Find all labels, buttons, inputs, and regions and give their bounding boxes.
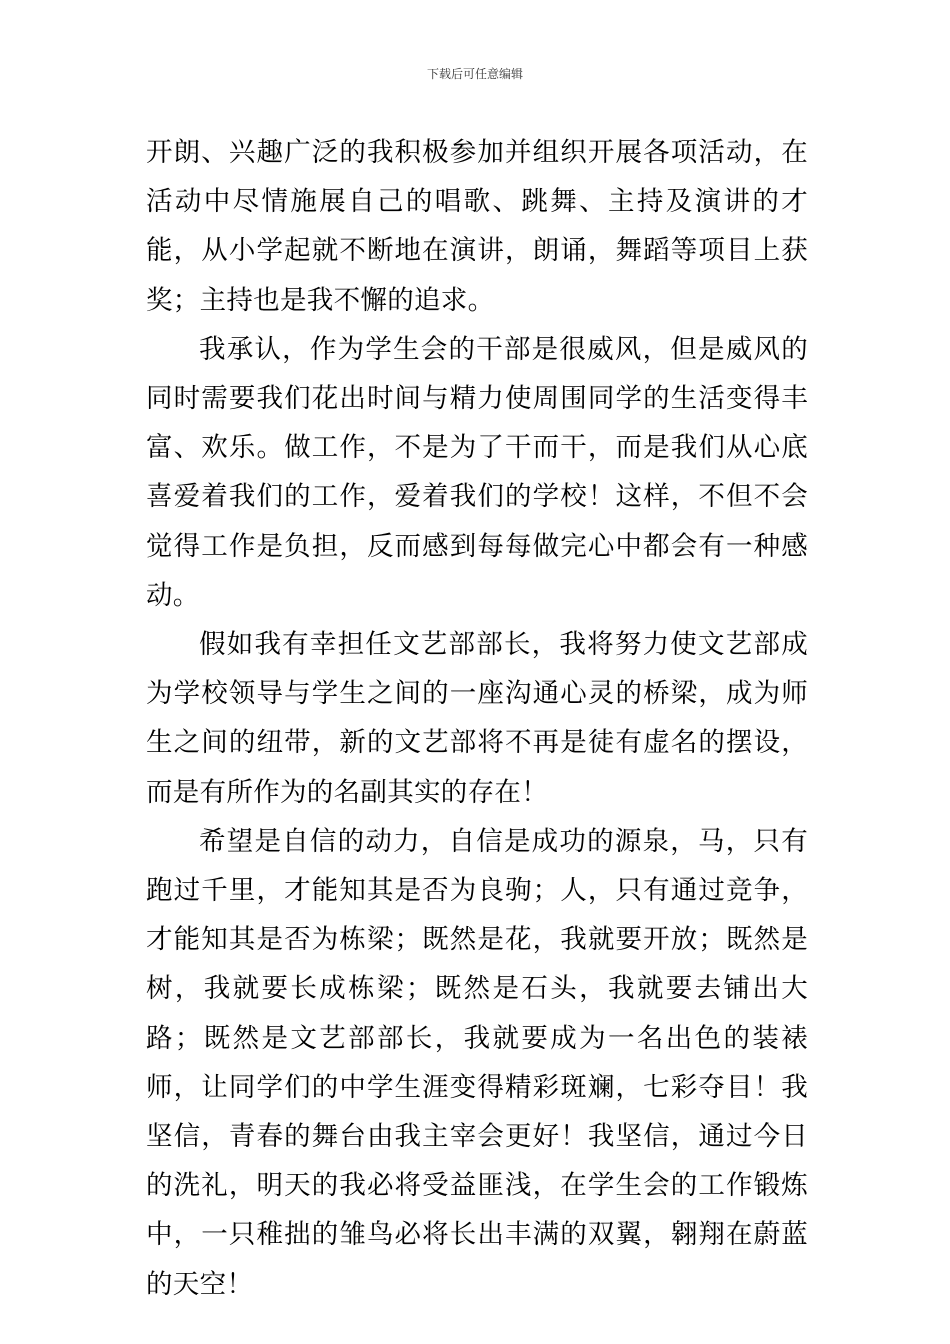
paragraph-4: 希望是自信的动力，自信是成功的源泉，马，只有跑过千里，才能知其是否为良驹；人，只有通过竞争，才能知其是否为栋梁；既然是花，我就要开放；既然是树，我就要长成栋梁；既然是石头，我就要去铺出大路；既然是文艺部部长，我就要成为一名出色的装裱师，让同学们的中学生涯变得精彩斑斓，七彩夺目！我坚信，青春的舞台由我主宰会更好！我坚信，通过今日的洗礼，明天的我必将受益匪浅，在学生会的工作锻炼中，一只稚拙的雏鸟必将长出丰满的双翼，翱翔在蔚蓝的天空！ xyxy=(146,825,808,1300)
paragraph-3: 假如我有幸担任文艺部部长，我将努力使文艺部成为学校领导与学生之间的一座沟通心灵的桥梁，成为师生之间的纽带，新的文艺部将不再是徒有虚名的摆设，而是有所作为的名副其实的存在！ xyxy=(146,629,808,808)
paragraph-1: 开朗、兴趣广泛的我积极参加并组织开展各项活动，在活动中尽情施展自己的唱歌、跳舞、主持及演讲的才能，从小学起就不断地在演讲，朗诵，舞蹈等项目上获奖；主持也是我不懈的追求。 xyxy=(146,137,808,316)
page-header-note: 下载后可任意编辑 xyxy=(426,67,523,81)
paragraph-2: 我承认，作为学生会的干部是很威风，但是威风的同时需要我们花出时间与精力使周围同学的生活变得丰富、欢乐。做工作，不是为了干而干，而是我们从心底喜爱着我们的工作，爱着我们的学校！这样，不但不会觉得工作是负担，反而感到每每做完心中都会有一种感动。 xyxy=(146,333,808,611)
document-body xyxy=(146,128,808,1309)
